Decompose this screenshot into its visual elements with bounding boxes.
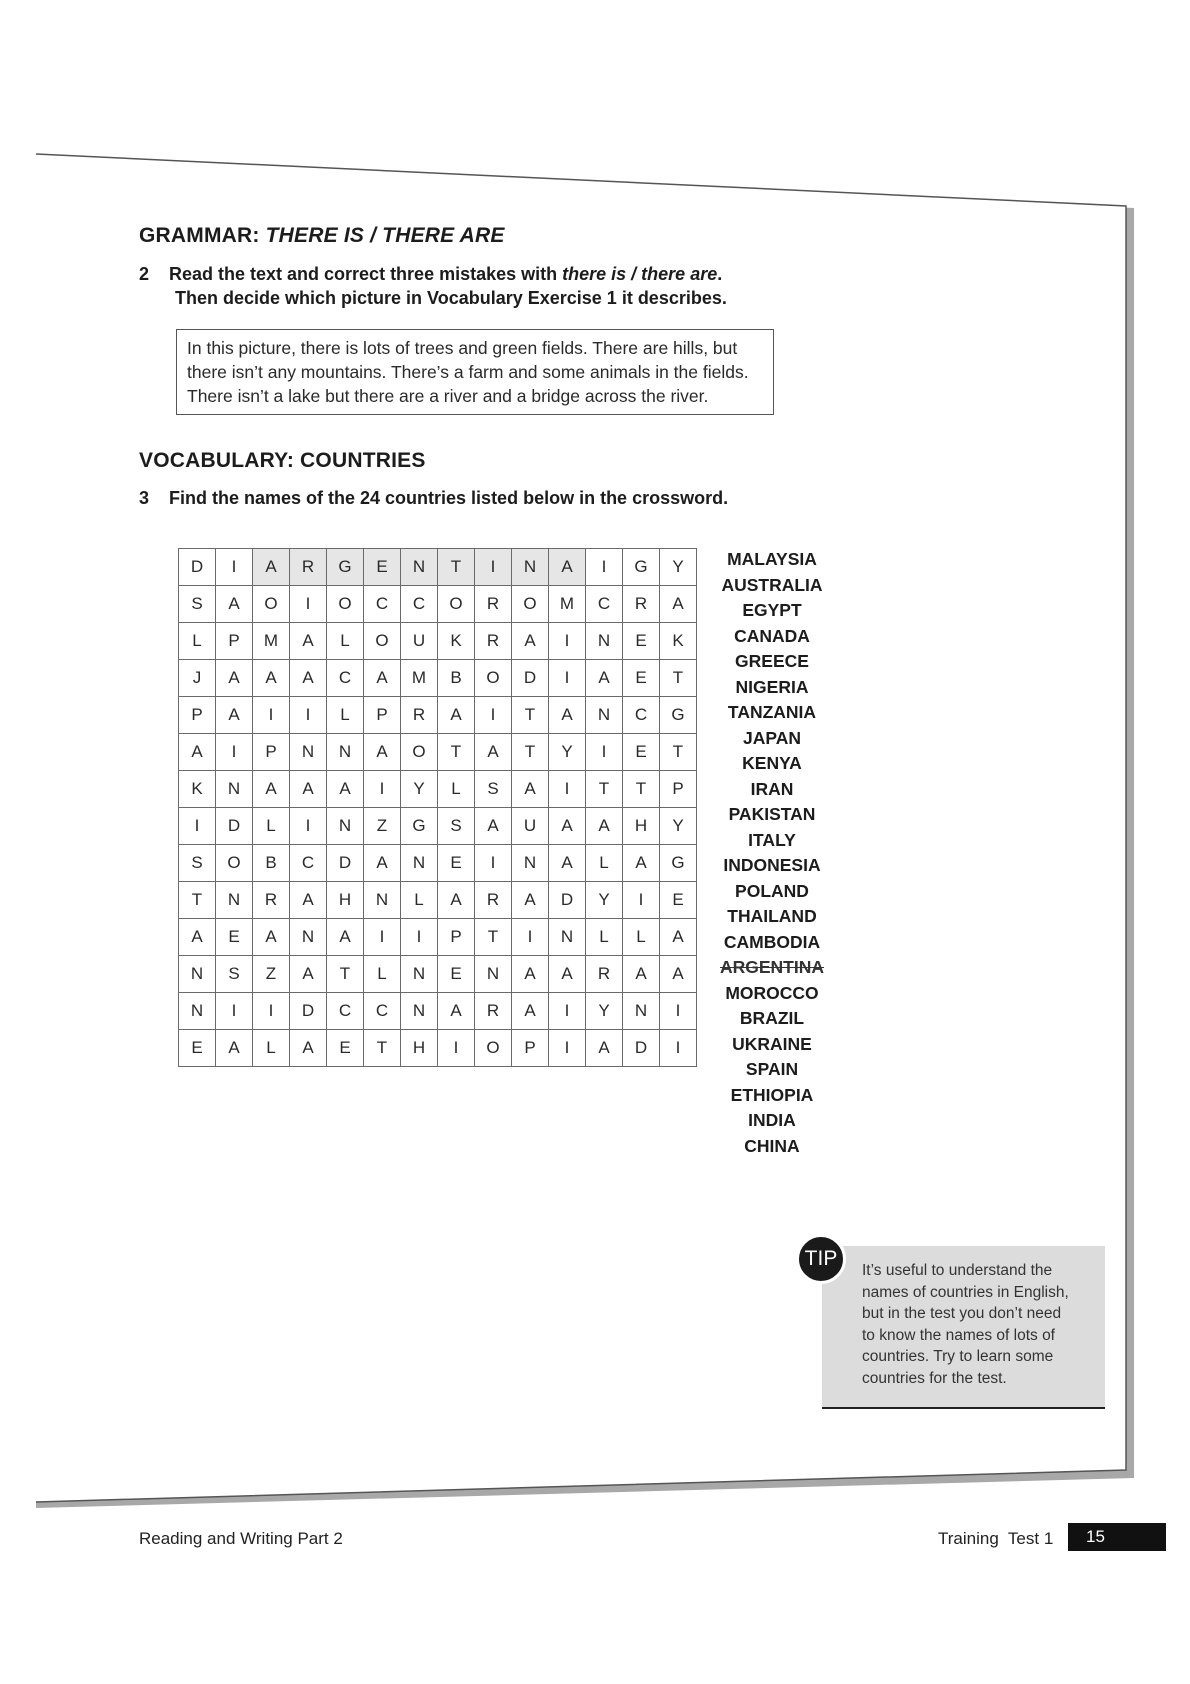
grid-cell: N [327,808,364,845]
word-search-container [178,548,697,1067]
exercise-number: 2 [139,264,150,284]
grid-cell: C [401,586,438,623]
grid-cell: S [179,586,216,623]
grid-cell: A [179,734,216,771]
grid-cell: N [549,919,586,956]
grid-cell: T [475,919,512,956]
grid-cell: E [216,919,253,956]
grid-cell: A [216,586,253,623]
grid-cell: L [327,623,364,660]
grid-cell: A [549,845,586,882]
word-search-grid [178,548,697,1067]
country-item: SPAIN [745,1059,799,1079]
grid-cell: N [179,956,216,993]
grid-cell: I [216,993,253,1030]
grid-cell: A [290,1030,327,1067]
grid-cell: Z [253,956,290,993]
grid-cell: H [623,808,660,845]
grid-cell: U [512,808,549,845]
grid-cell: A [438,697,475,734]
grid-cell: M [253,623,290,660]
grid-cell: L [438,771,475,808]
grid-cell: P [253,734,290,771]
grid-cell: H [327,882,364,919]
grid-cell: E [364,549,401,586]
grid-cell: D [290,993,327,1030]
grid-cell: N [401,845,438,882]
grid-cell: Y [549,734,586,771]
grid-cell: I [179,808,216,845]
country-item: JAPAN [742,727,802,748]
grid-cell: T [327,956,364,993]
grid-cell: I [253,993,290,1030]
grid-cell: R [290,549,327,586]
grid-cell: A [216,1030,253,1067]
countries-list-container [715,547,829,1159]
grid-cell: A [290,882,327,919]
text-line: there isn’t any mountains. There’s a farm and some animals in the fields. [187,362,749,382]
grid-cell: T [586,771,623,808]
grid-cell: T [512,734,549,771]
country-item: NIGERIA [735,676,809,697]
footer-section-label: Reading and Writing Part 2 [139,1529,343,1548]
grid-cell: S [216,956,253,993]
grid-cell: D [179,549,216,586]
grid-cell: E [179,1030,216,1067]
grid-cell: I [475,549,512,586]
grid-cell: A [660,956,697,993]
tip-line: countries for the test. [862,1369,1007,1387]
footer-test-label: Training Test 1 [938,1529,1054,1548]
grid-cell: N [290,734,327,771]
grid-cell: N [401,993,438,1030]
grid-cell: S [179,845,216,882]
grid-cell: T [438,549,475,586]
grid-cell: N [216,771,253,808]
tip-line: countries. Try to learn some [862,1348,1054,1366]
countries-list [715,547,829,1159]
grid-cell: A [475,734,512,771]
vocabulary-exercise [139,486,939,510]
grid-cell: Y [586,882,623,919]
grid-cell: M [401,660,438,697]
grid-cell: A [660,586,697,623]
grid-cell: M [549,586,586,623]
grid-cell: N [401,956,438,993]
grid-cell: L [364,956,401,993]
grid-cell: A [253,549,290,586]
grid-cell: R [401,697,438,734]
grid-cell: A [586,808,623,845]
grid-cell: L [401,882,438,919]
grid-cell: I [623,882,660,919]
grid-row [179,771,697,808]
grid-row [179,845,697,882]
grammar-section [139,224,505,248]
grid-cell: T [364,1030,401,1067]
grid-cell: N [179,993,216,1030]
country-item: BRAZIL [739,1008,805,1028]
grid-cell: A [364,734,401,771]
grid-cell: A [512,623,549,660]
grid-cell: N [475,956,512,993]
grid-row [179,993,697,1030]
grid-cell: G [401,808,438,845]
grid-cell: N [586,623,623,660]
grid-cell: N [512,845,549,882]
grid-cell: L [179,623,216,660]
grammar-instruction-line2: Then decide which picture in Vocabulary Exercise 1 it describes. [175,288,727,308]
grid-row [179,956,697,993]
grid-cell: C [327,993,364,1030]
grid-cell: K [660,623,697,660]
grid-cell: I [401,919,438,956]
grid-row [179,586,697,623]
grid-cell: A [253,660,290,697]
grid-cell: I [549,623,586,660]
country-item: PAKISTAN [728,804,816,824]
grid-cell: A [216,697,253,734]
grid-cell: R [475,586,512,623]
grid-cell: G [327,549,364,586]
grid-cell: T [623,771,660,808]
tip-line: It’s useful to understand the [862,1262,1053,1279]
grid-cell: Y [660,808,697,845]
grid-cell: A [290,623,327,660]
grid-row [179,1030,697,1067]
country-item: ARGENTINA [719,957,825,977]
grid-cell: P [179,697,216,734]
grid-cell: O [401,734,438,771]
grid-cell: C [623,697,660,734]
grid-cell: I [438,1030,475,1067]
grid-cell: L [586,919,623,956]
grid-cell: A [290,956,327,993]
grid-cell: T [512,697,549,734]
grid-cell: C [290,845,327,882]
grid-cell: O [364,623,401,660]
country-item: MALAYSIA [727,549,817,569]
grid-cell: R [475,993,512,1030]
country-item: ETHIOPIA [730,1084,814,1105]
grid-cell: A [660,919,697,956]
grid-cell: A [364,845,401,882]
grid-cell: C [364,586,401,623]
grid-cell: N [290,919,327,956]
exercise-number: 3 [139,488,150,508]
grid-cell: A [586,660,623,697]
grammar-title-prefix: GRAMMAR: [139,224,266,247]
grid-cell: K [438,623,475,660]
grid-cell: D [549,882,586,919]
grid-row [179,549,697,586]
tip-badge: TIP [796,1234,846,1284]
text-line: In this picture, there is lots of trees and green fields. There are hills, but [187,338,738,358]
grid-cell: A [179,919,216,956]
page-number: 15 [1068,1523,1166,1551]
grid-cell: O [216,845,253,882]
grid-cell: A [438,993,475,1030]
grid-cell: A [216,660,253,697]
country-item: ITALY [748,829,796,850]
country-item: TANZANIA [727,702,817,722]
grid-cell: O [253,586,290,623]
grid-cell: A [549,808,586,845]
grid-cell: S [475,771,512,808]
vocabulary-section [139,449,426,473]
grid-cell: P [438,919,475,956]
grid-cell: E [438,956,475,993]
grid-cell: I [660,1030,697,1067]
grid-cell: E [438,845,475,882]
grid-cell: A [512,882,549,919]
grid-cell: N [364,882,401,919]
grid-cell: D [216,808,253,845]
country-item: GREECE [735,651,809,671]
grid-cell: I [475,697,512,734]
grid-cell: E [623,623,660,660]
grid-cell: R [475,882,512,919]
grid-cell: R [253,882,290,919]
grid-cell: R [475,623,512,660]
grid-cell: T [660,734,697,771]
grammar-instruction-2: . [717,264,723,284]
country-item: CAMBODIA [723,931,821,952]
grid-cell: A [549,549,586,586]
country-item: UKRAINE [732,1033,812,1054]
grid-cell: T [179,882,216,919]
grid-cell: T [660,660,697,697]
grid-cell: D [327,845,364,882]
grid-cell: R [586,956,623,993]
grid-cell: S [438,808,475,845]
grid-cell: A [438,882,475,919]
grid-cell: I [290,808,327,845]
grid-cell: A [253,771,290,808]
country-item: INDONESIA [723,855,821,875]
grid-cell: O [327,586,364,623]
grid-cell: I [290,697,327,734]
grid-cell: T [438,734,475,771]
grid-cell: O [475,1030,512,1067]
grid-cell: N [586,697,623,734]
grid-cell: G [623,549,660,586]
grid-cell: Y [660,549,697,586]
grid-row [179,919,697,956]
grid-cell: A [475,808,512,845]
grid-cell: G [660,845,697,882]
grid-row [179,660,697,697]
grid-cell: A [512,771,549,808]
grid-cell: E [623,660,660,697]
grid-cell: P [216,623,253,660]
grid-cell: N [327,734,364,771]
grid-cell: H [401,1030,438,1067]
grid-cell: I [216,549,253,586]
grid-cell: G [660,697,697,734]
grid-cell: I [549,1030,586,1067]
grid-cell: L [253,1030,290,1067]
grid-cell: I [549,660,586,697]
country-item: CANADA [734,625,810,646]
grid-cell: A [512,956,549,993]
grid-row [179,882,697,919]
grid-cell: B [253,845,290,882]
grid-cell: L [327,697,364,734]
grid-cell: I [290,586,327,623]
tip-line: to know the names of lots of [862,1326,1055,1344]
grid-cell: A [512,993,549,1030]
grid-cell: A [290,771,327,808]
grid-cell: I [475,845,512,882]
grid-cell: I [660,993,697,1030]
grid-cell: I [549,993,586,1030]
country-item: THAILAND [727,906,817,926]
grammar-instruction-1: Read the text and correct three mistakes with [169,264,563,284]
grid-cell: A [549,697,586,734]
country-item: CHINA [744,1135,800,1156]
grid-cell: P [512,1030,549,1067]
grid-cell: Z [364,808,401,845]
grid-cell: U [401,623,438,660]
vocabulary-instruction: Find the names of the 24 countries listed below in the crossword. [169,488,729,508]
grid-cell: O [475,660,512,697]
grid-cell: I [586,549,623,586]
grid-cell: E [327,1030,364,1067]
country-item: IRAN [750,778,794,799]
grid-cell: L [253,808,290,845]
grid-cell: Y [401,771,438,808]
grid-cell: N [623,993,660,1030]
vocabulary-title: VOCABULARY: COUNTRIES [139,449,426,472]
grid-cell: D [512,660,549,697]
grid-cell: A [327,771,364,808]
text-line: There isn’t a lake but there are a river and a bridge across the river. [187,386,709,406]
grid-cell: A [623,956,660,993]
grid-cell: L [586,845,623,882]
country-item: MOROCCO [725,982,819,1003]
grid-cell: A [364,660,401,697]
grid-cell: O [512,586,549,623]
grid-cell: I [364,771,401,808]
grid-row [179,623,697,660]
grid-cell: K [179,771,216,808]
grid-cell: A [549,956,586,993]
grid-cell: P [660,771,697,808]
grid-cell: A [290,660,327,697]
grid-cell: A [253,919,290,956]
country-item: POLAND [735,880,809,901]
country-item: INDIA [748,1110,796,1130]
grid-cell: I [512,919,549,956]
grid-cell: A [327,919,364,956]
grid-cell: I [549,771,586,808]
grid-cell: N [401,549,438,586]
grid-row [179,808,697,845]
grid-cell: C [327,660,364,697]
grid-cell: I [586,734,623,771]
grid-cell: E [660,882,697,919]
grid-row [179,734,697,771]
country-item: AUSTRALIA [721,574,823,595]
grid-cell: N [216,882,253,919]
grammar-exercise [139,262,939,310]
grid-cell: I [364,919,401,956]
grid-cell: O [438,586,475,623]
grammar-instruction-italic: there is / there are [562,264,718,284]
grid-cell: Y [586,993,623,1030]
grid-cell: R [623,586,660,623]
grid-cell: I [216,734,253,771]
grammar-title [139,224,505,248]
grammar-text-box [176,329,774,415]
tip-line: names of countries in English, [862,1283,1069,1301]
grid-cell: B [438,660,475,697]
grid-cell: A [586,1030,623,1067]
tip-line: but in the test you don’t need [862,1305,1062,1323]
grid-cell: D [623,1030,660,1067]
grid-cell: P [364,697,401,734]
grid-cell: A [623,845,660,882]
grid-cell: E [623,734,660,771]
grid-cell: N [512,549,549,586]
country-item: EGYPT [742,600,802,620]
grid-row [179,697,697,734]
grid-cell: C [364,993,401,1030]
grid-cell: L [623,919,660,956]
tip-box [822,1246,1105,1409]
grid-cell: I [253,697,290,734]
grid-cell: C [586,586,623,623]
country-item: KENYA [742,753,802,773]
grid-cell: J [179,660,216,697]
grammar-title-topic: THERE IS / THERE ARE [265,224,505,247]
